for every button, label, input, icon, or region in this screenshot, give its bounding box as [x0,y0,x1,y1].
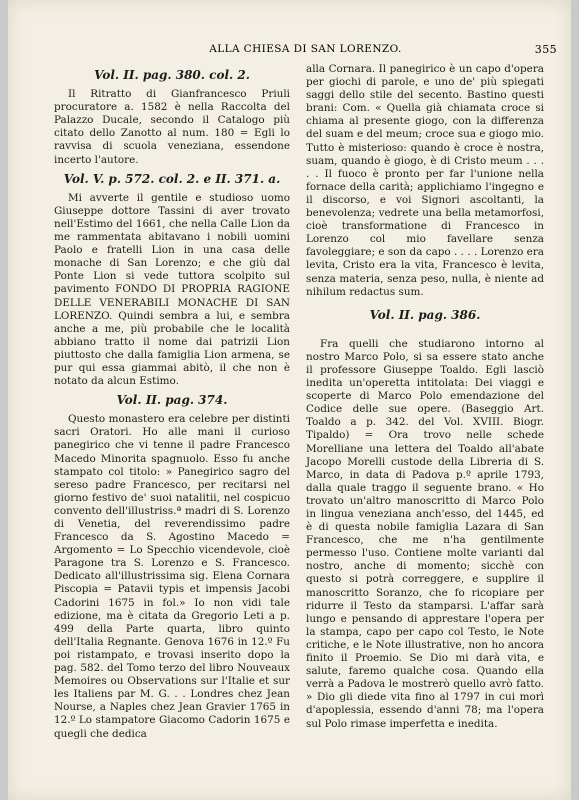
section-heading: Vol. II. pag. 380. col. 2. [94,68,250,82]
page-number: 355 [534,43,557,56]
paragraph: Fra quelli che studiarono intorno al nostro Marco Polo, si sa essere stato anche il professore Giuseppe Toaldo. Egli lasciò inedita un'operetta intitolata: Dei viaggi e scoperte di Marco Polo emendazione del Codice delle sue opere. (Baseggio Art. Toaldo a p. 342. del Vol. XVIII. Biogr. Tipaldo) = Ora trovo nelle schede Morelliane una lettera del Toaldo all'abate Jacopo Morelli custode della Libreria di S. Marco, in data di Padova p.º aprile 1793, dalla quale traggo il seguente brano. « Ho trovato un'altro manoscritto di Marco Polo in lingua veneziana anch'esso, del 1445, ed è di questa nobile famiglia Lazara di San Francesco, che me n'ha gentilmente permesso l'uso. Contiene molte varianti dal nostro, anche di momento; sicchè con questo si potrà correggere, e supplire il manoscritto Soranzo, che fo ricopiare per ridurre il Testo da stamparsi. L'affar sarà lungo e pensando di apprestare l'opera per la stampa, capo per capo col Testo, le Note critiche, e le Note illustrative, non ho ancora finito il Proemio. Se Dio mi darà vita, e salute, faremo qualche cosa. Quando ella verrà a Padova le mostrerò quello avrò fatto. » Dio gli diede vita fino al 1797 in cui morì d'apoplessia, essendo d'anni 78; ma l'opera sul Polo rimase imperfetta e inedita. [306,337,544,730]
paragraph: alla Cornara. Il panegirico è un capo d'opera per giochi di parole, e uno de' più spiegati saggi dello stile del secento. Bastino questi brani: Com. « Quella già chiamata croce si chiama al presente giogo, con la differenza del suam e del meum; croce sua e giogo mio. Tutto è misterioso: quando è croce è nostra, suam, quando è giogo, è di Cristo meum . . . . . Il fuoco è pronto per far l'unione nella fornace della carità; applichiamo l'ingegno e il discorso, e voi Signori ascoltanti, la benevolenza; vedrete una bella metamorfosi, cioè transformatione di Francesco in Lorenzo col mio favellare senza favoleggiare; e son da capo . . . . Lorenzo era levita, Cristo era la vita, Francesco è levita, senza materia, senza peso, nulla, è niente ad nihilum redactus sum. [306,63,544,298]
section-heading: Vol. II. pag. 386. [369,307,481,322]
right-column [306,63,544,731]
left-column [54,63,290,741]
running-title: ALLA CHIESA DI SAN LORENZO. [209,43,402,55]
section-heading: Vol. II. pag. 374. [116,393,228,408]
paragraph: Mi avverte il gentile e studioso uomo Giuseppe dottore Tassini di aver trovato nell'Estimo del 1661, che nella Calle Lion da me rammentata abitavano i nobili uomini Paolo e fratelli Lion in una casa delle monache di San Lorenzo; e che giù dal Ponte Lion si vede tuttora scolpito sul pavimento FONDO DI PROPRIA RAGIONE DELLE VENERABILI MONACHE DI SAN LORENZO. Quindi sembra a lui, e sembra anche a me, più probabile che le località abbiano tratto il nome dai patrizii Lion piuttosto che dalla famiglia Lion armena, se pur qui essa giammai abitò, il che non è notato da alcun Estimo. [54,191,290,388]
page-header [54,43,557,59]
paragraph: Il Ritratto di Gianfrancesco Priuli procuratore a. 1582 è nella Raccolta del Palazzo Ducale, secondo il Catalogo più citato dello Zanotto al num. 180 = Egli lo ravvisa di scuola veneziana, essendone incerto l'autore. [54,88,290,166]
section-heading: Vol. V. p. 572. col. 2. e II. 371. a. [63,171,281,186]
paragraph: Questo monastero era celebre per distinti sacri Oratori. Ho alle mani il curioso panegirico che vi tenne il padre Francesco Macedo Minorita spagnuolo. Esso fu anche stampato col titolo: » Panegirico sagro del sereso padre Francesco, per recitarsi nel giorno festivo de' suoi natalitii, nel cospicuo convento dell'illustriss.ª madri di S. Lorenzo di Venetia, del reverendissimo padre Francesco da S. Agostino Macedo = Argomento = Lo Specchio vicendevole, cioè Paragone tra S. Lorenzo e S. Francesco. Dedicato all'illustrissima sig. Elena Cornara Piscopia = Patavii typis et impensis Jacobi Cadorini 1675 in fol.» Io non vidi tale edizione, ma è citata da Gregorio Leti a p. 499 della Parte quarta, libro quinto dell'Italia Regnante. Genova 1676 in 12.º Fu poi ristampato, e trovasi inserito dopo la pag. 582. del Tomo terzo del libro Nouveaux Memoires ou Observations sur l'Italie et sur les Italiens par M. G. . . Londres chez Jean Nourse, a Naples chez Jean Gravier 1765 in 12.º Lo stampatore Giacomo Cadorin 1675 e quegli che dedica [54,413,290,740]
book-page [8,0,571,800]
